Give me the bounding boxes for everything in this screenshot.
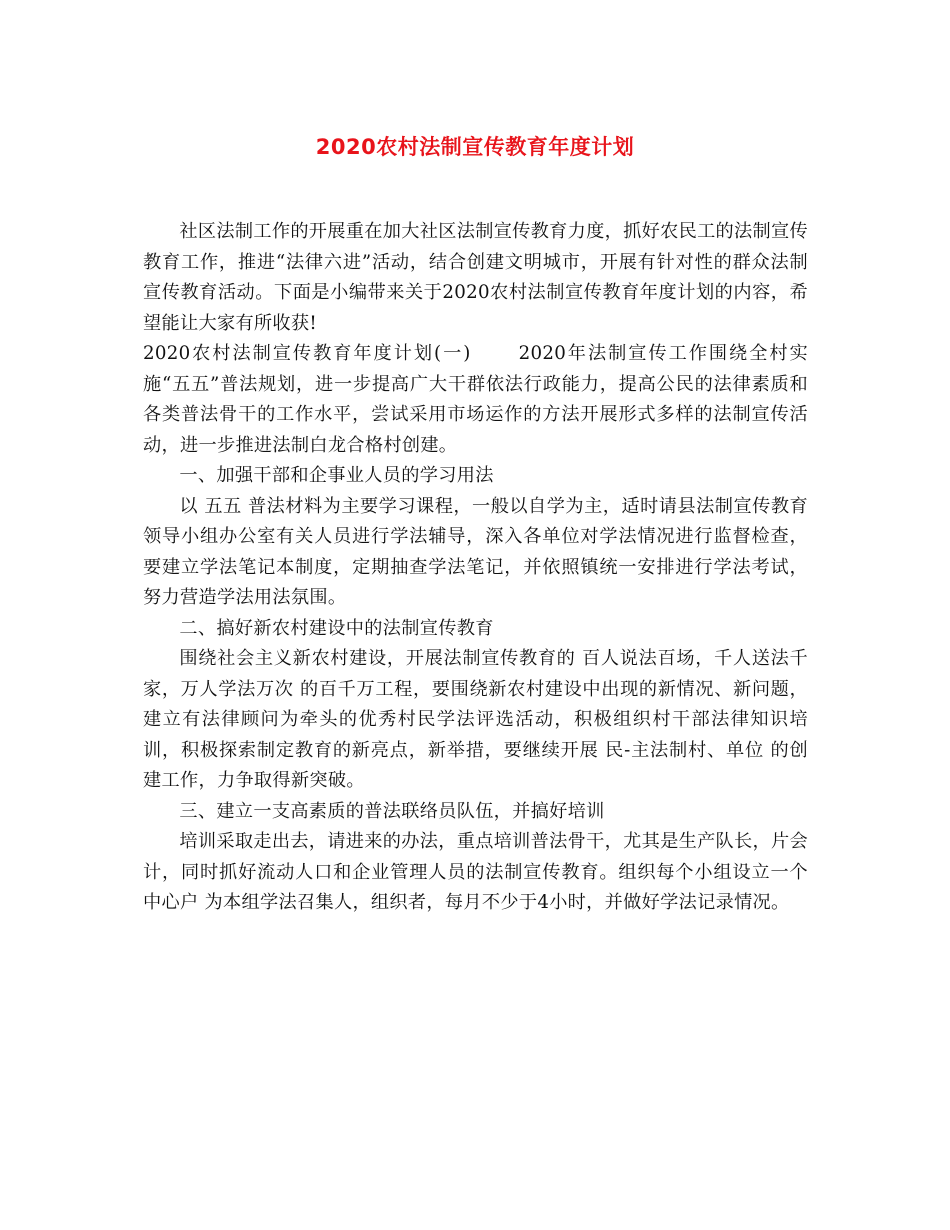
plan-one-text: 2020年法制宣传工作围绕全村实施“五五”普法规划，进一步提高广大干群依法行政能力，提高公民的法律素质和各类普法骨干的工作水平，尝试采用市场运作的方法开展形式多样的法制宣传活动，进一步推进法制白龙合格村创建。 (143, 343, 808, 456)
plan-one-heading: 2020农村法制宣传教育年度计划(一) (143, 343, 471, 364)
section-heading-3: 三、建立一支高素质的普法联络员队伍，并搞好培训 (179, 800, 605, 822)
section-heading-2: 二、搞好新农村建设中的法制宣传教育 (179, 617, 494, 639)
section-heading-1: 一、加强干部和企事业人员的学习用法 (179, 465, 494, 486)
plan-one-paragraph (143, 339, 808, 461)
section-paragraph-2: 围绕社会主义新农村建设，开展法制宣传教育的 百人说法百场，千人送法千家，万人学法万次 的百千万工程，要围绕新农村建设中出现的新情况、新问题，建立有法律顾问为牵头的优秀村民学法评选活动，积极组织村干部法律知识培训，积极探索制定教育的新亮点，新举措，要继续开展 民-主法制村、单位 的创建工作，力争取得新突破。 (143, 648, 808, 791)
section-paragraph-3: 培训采取走出去，请进来的办法，重点培训普法骨干，尤其是生产队长，片会计，同时抓好流动人口和企业管理人员的法制宣传教育。组织每个小组设立一个 中心户 为本组学法召集人，组织者，每月不少于4小时，并做好学法记录情况。 (143, 831, 808, 913)
document-body (143, 217, 808, 919)
intro-paragraph: 社区法制工作的开展重在加大社区法制宣传教育力度，抓好农民工的法制宣传教育工作，推进“法律六进”活动，结合创建文明城市，开展有针对性的群众法制宣传教育活动。下面是小编带来关于2020农村法制宣传教育年度计划的内容，希望能让大家有所收获! (143, 221, 808, 334)
section-paragraph-1: 以 五五 普法材料为主要学习课程，一般以自学为主，适时请县法制宣传教育领导小组办公室有关人员进行学法辅导，深入各单位对学法情况进行监督检查，要建立学法笔记本制度，定期抽查学法笔记，并依照镇统一安排进行学法考试，努力营造学法用法氛围。 (143, 495, 808, 608)
document-title: 2020农村法制宣传教育年度计划 (315, 135, 635, 159)
